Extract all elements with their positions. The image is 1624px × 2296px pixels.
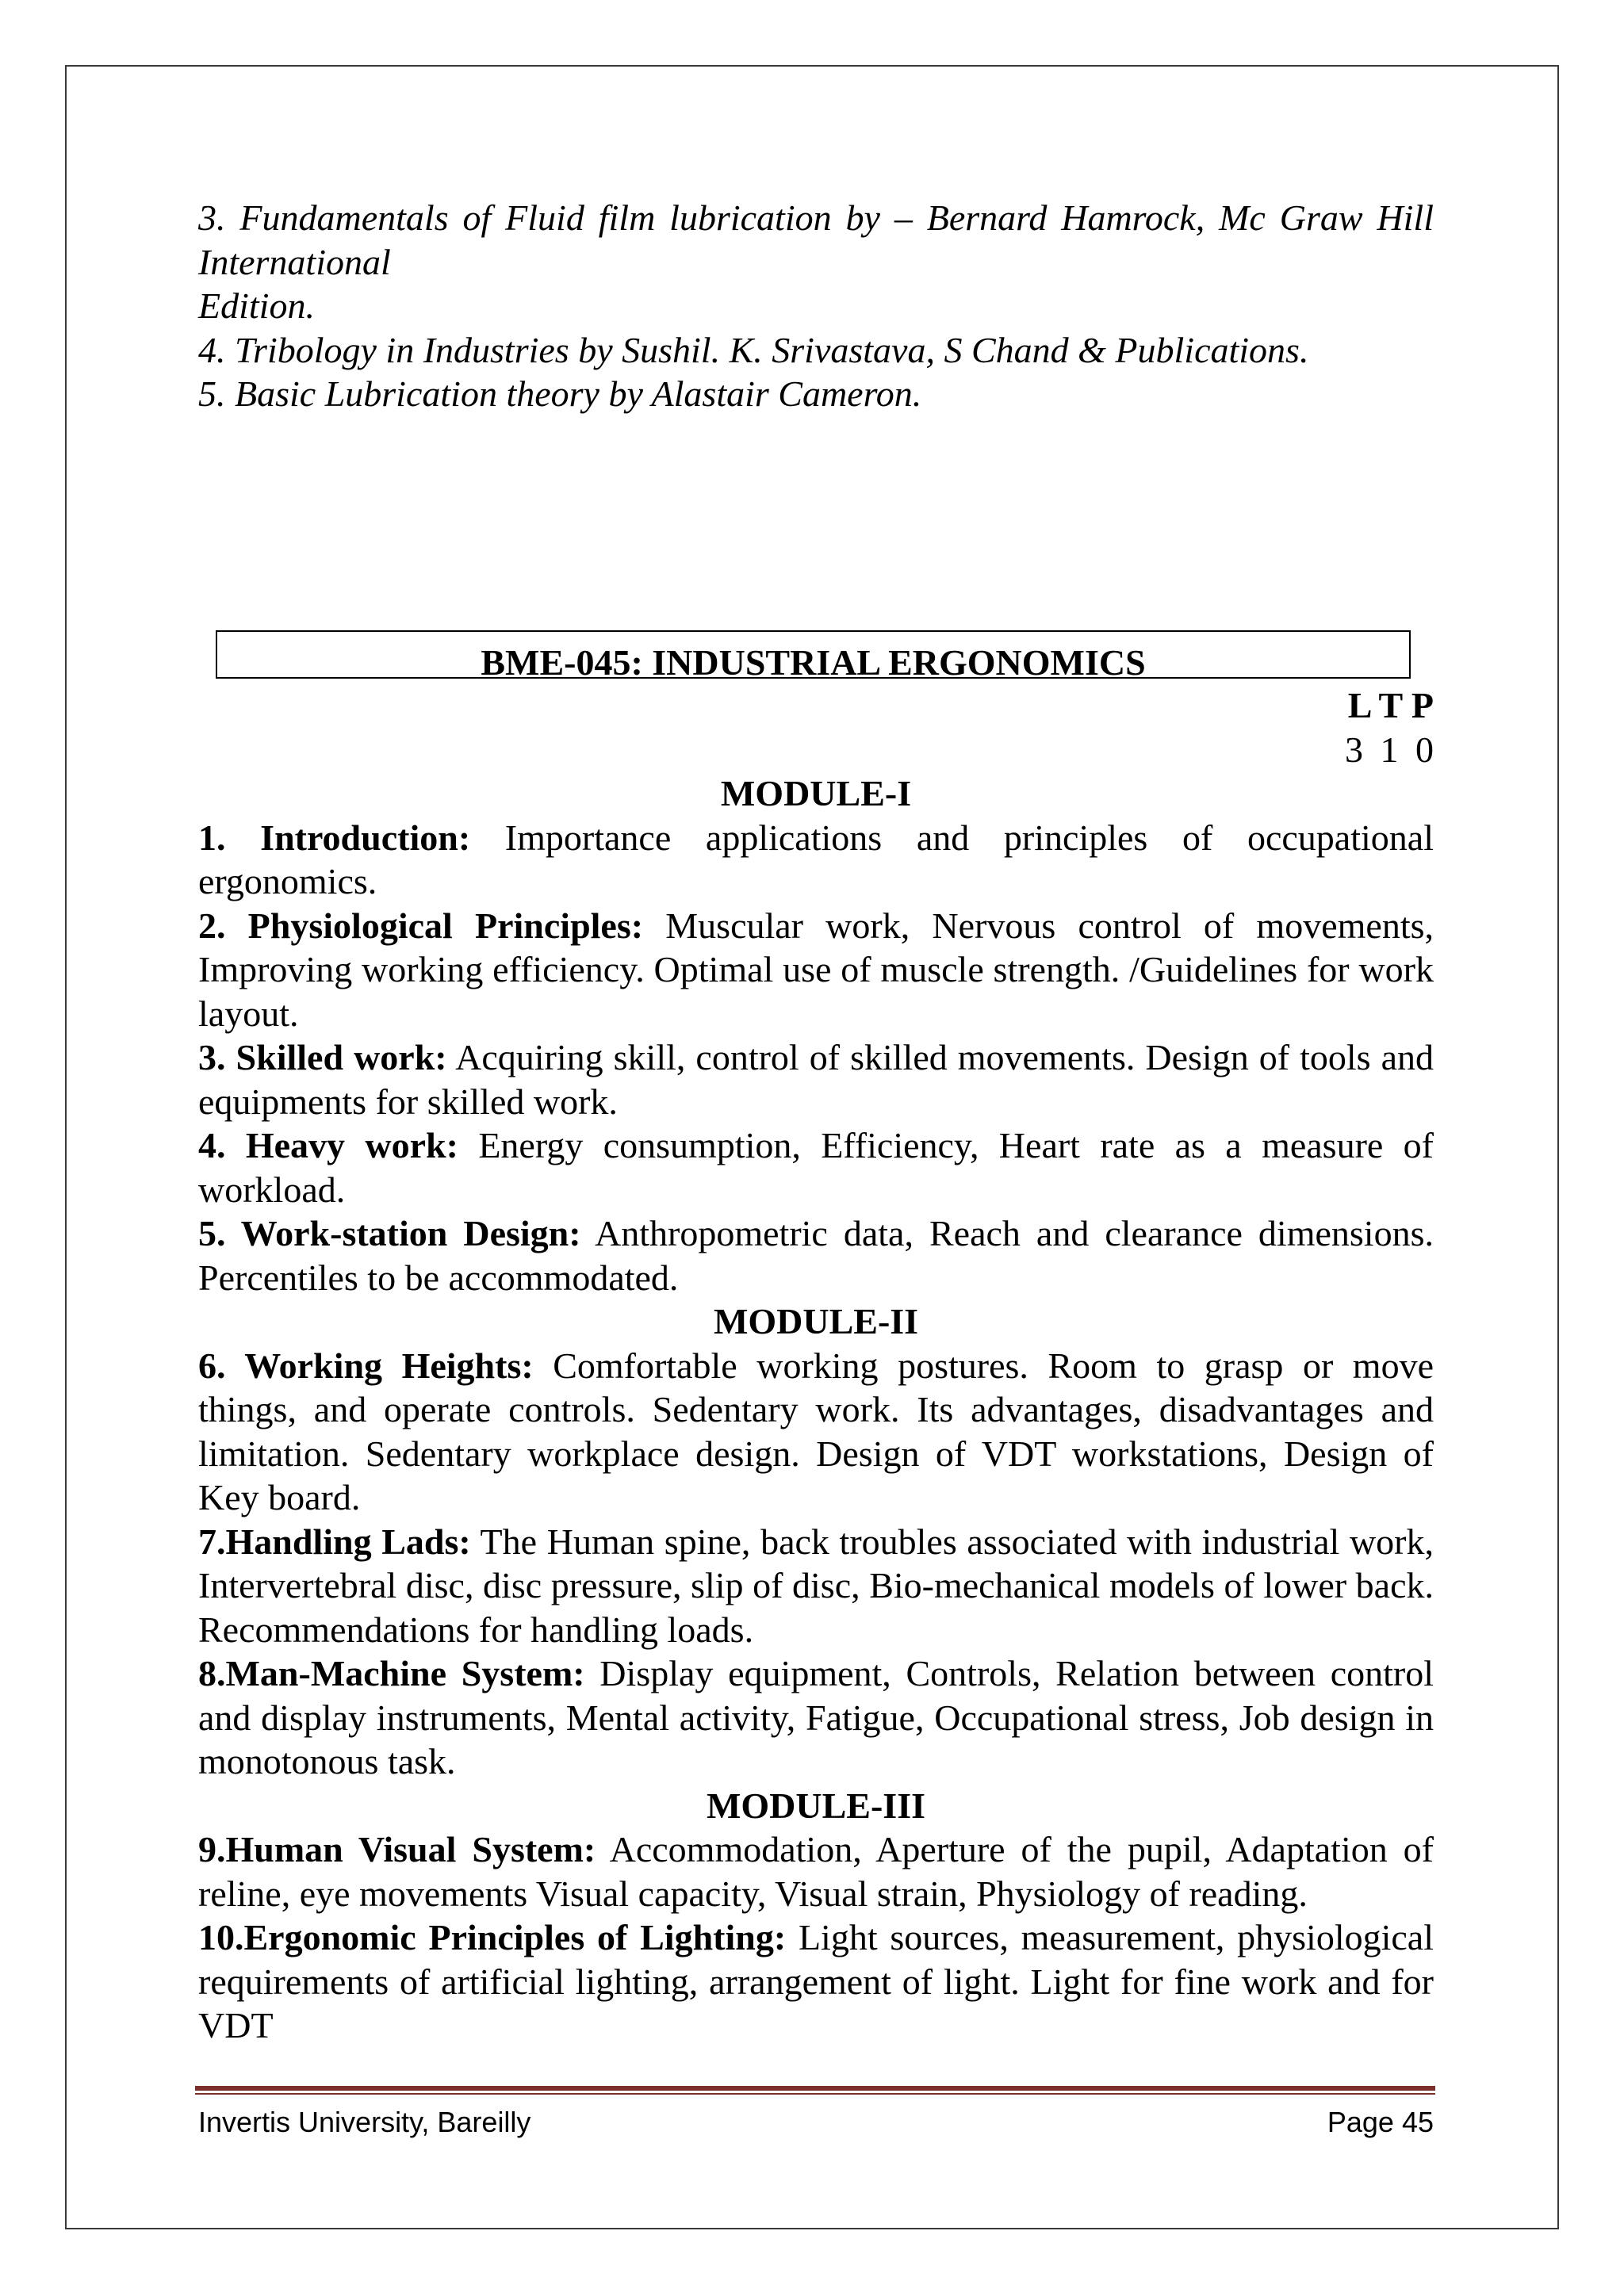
module-title: MODULE-I [720, 773, 912, 813]
item-text: Light sources, measurement, physiological requirements of artificial lighting, arrangement of light. Light for fine work and for VDT [198, 1917, 1434, 2045]
syllabus-item [198, 1827, 1434, 1915]
syllabus-item [198, 816, 1434, 904]
item-heading: 7.Handling Lads: [198, 1521, 471, 1562]
item-text: Muscular work, Nervous control of movements, Improving working efficiency. Optimal use of muscle strength. /Guidelines for work layout. [198, 905, 1434, 1034]
item-heading: 6. Working Heights: [198, 1345, 534, 1386]
footer-rule-thin [195, 2093, 1435, 2095]
syllabus-item [198, 904, 1434, 1036]
item-heading: 1. Introduction: [198, 817, 471, 858]
page-number: Page 45 [1327, 2106, 1434, 2138]
item-heading: 3. Skilled work: [198, 1037, 447, 1077]
ltp-header: L T P [1347, 685, 1434, 725]
course-title: BME-045: INDUSTRIAL ERGONOMICS [481, 642, 1146, 683]
reference-item: 4. Tribology in Industries by Sushil. K. Srivastava, S Chand & Publications. [198, 329, 1309, 370]
footer-institution: Invertis University, Bareilly [198, 2106, 531, 2138]
item-text: The Human spine, back troubles associated with industrial work, Intervertebral disc, disc pressure, slip of disc, Bio-mechanical models of lower back. Recommendations for handling loads. [198, 1521, 1434, 1650]
syllabus-item [198, 1211, 1434, 1299]
ltp-values: 3 1 0 [1345, 729, 1434, 770]
reference-item: 3. Fundamentals of Fluid film lubrication by – Bernard Hamrock, Mc Graw Hill International [198, 197, 1434, 282]
syllabus-item [198, 1651, 1434, 1784]
item-heading: 10.Ergonomic Principles of Lighting: [198, 1917, 787, 1957]
item-text: Acquiring skill, control of skilled movements. Design of tools and equipments for skilled work. [198, 1037, 1434, 1122]
item-text: Comfortable working postures. Room to grasp or move things, and operate controls. Sedentary work. Its advantages, disadvantages and limitation. Sedentary workplace design. Design of VDT workstations, Design of Key board. [198, 1345, 1434, 1517]
reference-item: 5. Basic Lubrication theory by Alastair Cameron. [198, 373, 922, 414]
footer-rule [195, 2086, 1435, 2091]
module-title: MODULE-II [713, 1301, 919, 1341]
module-title: MODULE-III [706, 1785, 926, 1826]
syllabus-item [198, 1915, 1434, 2048]
item-heading: 4. Heavy work: [198, 1125, 458, 1165]
course-title-box [216, 630, 1411, 683]
syllabus-body [198, 683, 1434, 2048]
item-heading: 8.Man-Machine System: [198, 1653, 585, 1693]
item-text: Accommodation, Aperture of the pupil, Adaptation of reline, eye movements Visual capacity, Visual strain, Physiology of reading. [198, 1829, 1434, 1914]
item-heading: 5. Work-station Design: [198, 1213, 581, 1253]
item-text: Anthropometric data, Reach and clearance dimensions. Percentiles to be accommodated. [198, 1213, 1434, 1298]
reference-item: Edition. [198, 285, 315, 326]
syllabus-item [198, 1344, 1434, 1520]
syllabus-item [198, 1520, 1434, 1652]
syllabus-item [198, 1035, 1434, 1123]
syllabus-item [198, 1123, 1434, 1211]
item-heading: 9.Human Visual System: [198, 1829, 596, 1869]
item-text: Energy consumption, Efficiency, Heart rate as a measure of workload. [198, 1125, 1434, 1210]
item-text: Display equipment, Controls, Relation between control and display instruments, Mental activity, Fatigue, Occupational stress, Job design in monotonous task. [198, 1653, 1434, 1781]
item-text: Importance applications and principles of occupational ergonomics. [198, 817, 1434, 901]
item-heading: 2. Physiological Principles: [198, 905, 644, 946]
references-list [198, 196, 1434, 416]
